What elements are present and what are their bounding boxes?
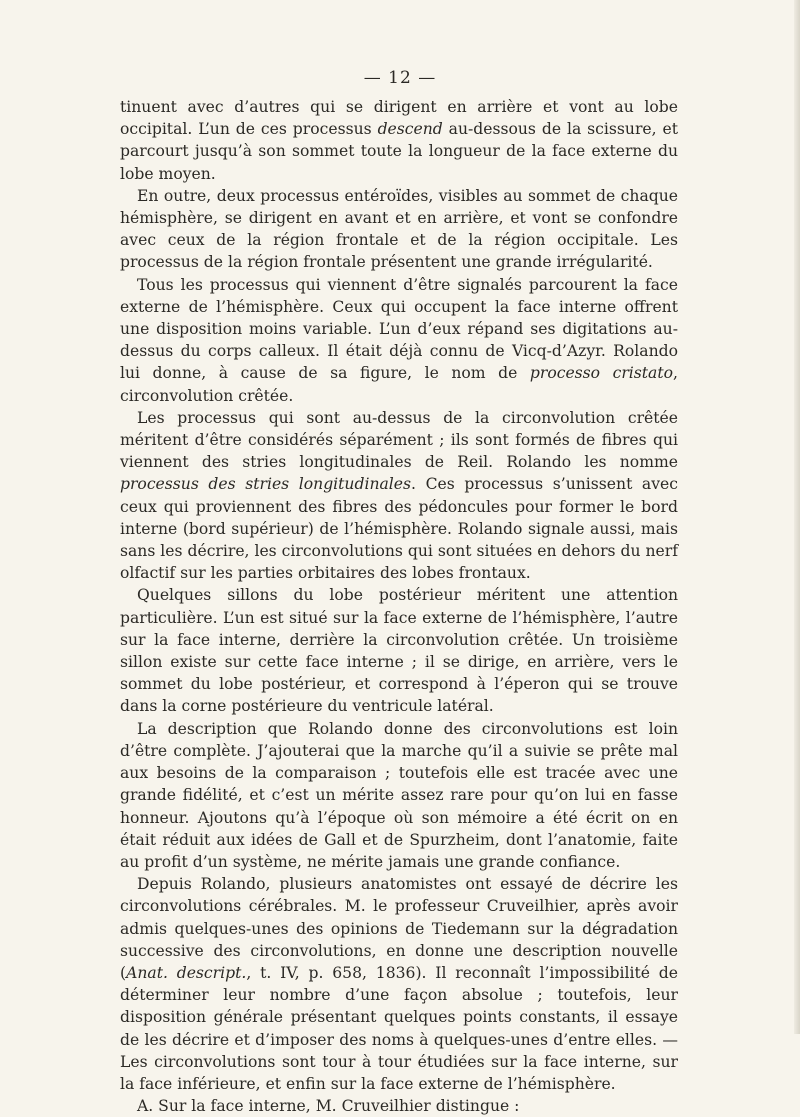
paragraph-6 <box>120 718 678 873</box>
page-edge <box>794 0 800 1034</box>
paragraph-3-italic: processo cristato <box>529 364 674 383</box>
paragraph-4-text: . Ces processus s’unissent avec ceux qui proviennent des fibres des pédoncules pour former le bord interne (bord supérieur) de l’hémisphère. Rolando signale aussi, mais sans les décrire, les circonvolutions qui sont situées en dehors du nerf olfactif sur les parties orbitaires des lobes frontaux. <box>120 475 678 583</box>
paragraph-7-text: Depuis Rolando, plusieurs anatomistes ont essayé de décrire les circonvolutions cérébrales. M. le professeur Cruveilhier, après avoir admis quelques-unes des opinions de Tiedemann sur la dégradation successive des circonvolutions, en donne une description nouvelle ( <box>120 875 678 982</box>
paragraph-3-text: , circonvolution crêtée. <box>120 364 678 405</box>
paragraph-7-text: , t. IV, p. 658, 1836). Il reconnaît l’impossibilité de déterminer leur nombre d’une façon absolue ; toutefois, leur disposition générale présentant quelques points constants, il essaye de les décrire et d’imposer des noms à quelques-unes d’entre elles. — Les circonvolutions sont tour à tour étudiées sur la face interne, sur la face inférieure, et enfin sur la face externe de l’hémisphère. <box>120 963 678 1093</box>
paragraph-1-text: au-dessous de la scissure, et parcourt jusqu’à son sommet toute la longueur de la face externe du lobe moyen. <box>120 120 678 183</box>
paragraph-4-italic: processus des stries longitudinales <box>120 475 412 494</box>
paragraph-1-text: tinuent avec d’autres qui se dirigent en arrière et vont au lobe occipital. L’un de ces processus <box>120 98 678 139</box>
paragraph-2-text: En outre, deux processus entéroïdes, visibles au sommet de chaque hémisphère, se dirigent en avant et en arrière, et vont se confondre avec ceux de la région frontale et de la région occipitale. Les processus de la région frontale présentent une grande irrégularité. <box>120 186 678 272</box>
body-text <box>120 96 678 1117</box>
paragraph-5 <box>120 584 678 717</box>
paragraph-3-text: Tous les processus qui viennent d’être signalés parcourent la face externe de l’hémisphère. Ceux qui occupent la face interne offrent une disposition moins variable. L’un d’eux répand ses digitations au-dessus du corps calleux. Il était déjà connu de Vicq-d’Azyr. Rolando lui donne, à cause de sa figure, le nom de <box>120 275 678 383</box>
paragraph-4-text: Les processus qui sont au-dessus de la circonvolution crêtée méritent d’être considérés séparément ; ils sont formés de fibres qui viennent des stries longitudinales de Reil. Rolando les nomme <box>120 408 678 472</box>
paragraph-6-text: La description que Rolando donne des circonvolutions est loin d’être complète. J’ajouterai que la marche qu’il a suivie se prête mal aux besoins de la comparaison ; toutefois elle est tracée avec une grande fidélité, et c’est un mérite assez rare pour qu’on lui en fasse honneur. Ajoutons qu’à l’époque où son mémoire a été écrit on en était réduit aux idées de Gall et de Spurzheim, dont l’anatomie, faite au profit d’un système, ne mérite jamais une grande confiance. <box>120 719 678 871</box>
paragraph-7-italic: Anat. descript. <box>126 963 247 982</box>
paragraph-1 <box>120 96 678 185</box>
paragraph-4 <box>120 407 678 585</box>
paragraph-8-text: A. Sur la face interne, M. Cruveilhier distingue : <box>137 1097 520 1116</box>
paragraph-2 <box>120 185 678 274</box>
paragraph-3 <box>120 274 678 407</box>
paragraph-5-text: Quelques sillons du lobe postérieur méritent une attention particulière. L’un est situé sur la face externe de l’hémisphère, l’autre sur la face interne, derrière la circonvolution crêtée. Un troisième sillon existe sur cette face interne ; il se dirige, en arrière, vers le sommet du lobe postérieur, et correspond à l’éperon qui se trouve dans la corne postérieure du ventricule latéral. <box>120 586 678 716</box>
page-number-header: — 12 — <box>363 68 437 88</box>
paragraph-8 <box>120 1095 678 1117</box>
paragraph-7 <box>120 873 678 1095</box>
paragraph-1-italic: descend <box>377 120 443 139</box>
